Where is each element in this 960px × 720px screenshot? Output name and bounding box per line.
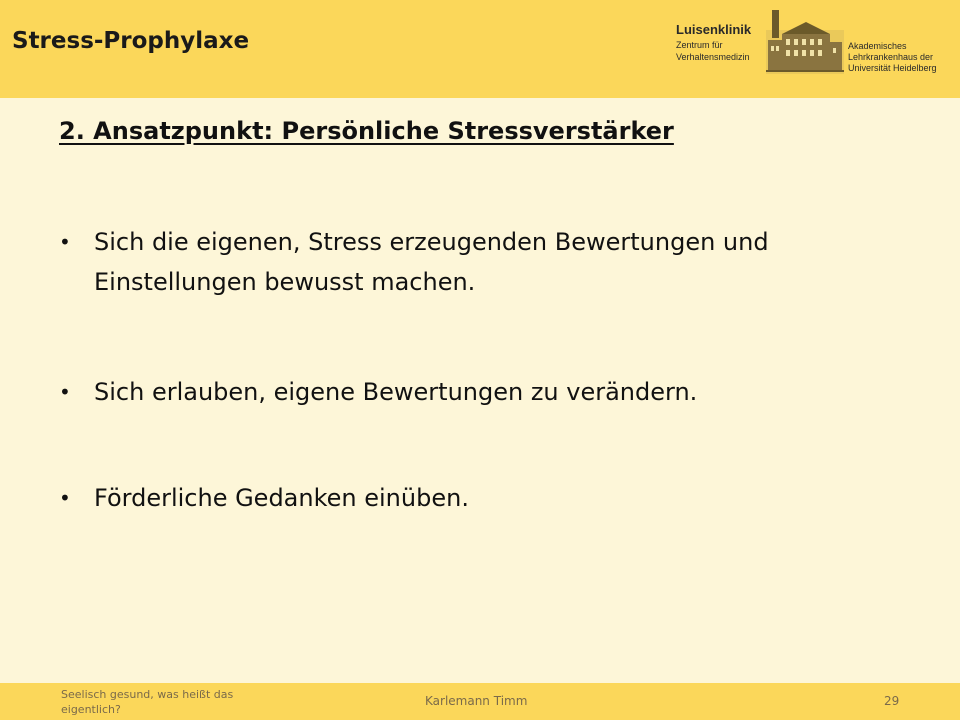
bullet-item — [59, 222, 899, 302]
bullet-text: Förderliche Gedanken einüben. — [94, 484, 469, 512]
logo-right-line-3: Universität Heidelberg — [848, 63, 937, 73]
logo-sub-line-2: Verhaltensmedizin — [676, 52, 750, 62]
logo-affiliation — [848, 41, 937, 74]
footer-presentation-title: Seelisch gesund, was heißt das eigentlich? — [61, 688, 234, 716]
footer-bar — [0, 683, 960, 720]
logo-right-line-1: Akademisches — [848, 41, 907, 51]
header-bar — [0, 0, 960, 98]
bullet-text: Sich die eigenen, Stress erzeugenden Bewertungen und Einstellungen bewusst machen. — [94, 228, 769, 296]
bullet-item — [59, 478, 899, 518]
building-icon — [766, 10, 844, 74]
page-number: 29 — [884, 694, 900, 708]
bullet-dot-icon: • — [59, 230, 71, 254]
logo-brand: Luisenklinik — [676, 22, 752, 37]
bullet-text: Sich erlauben, eigene Bewertungen zu verändern. — [94, 378, 698, 406]
bullet-item — [59, 372, 899, 412]
logo-brand-block — [676, 24, 751, 63]
slide-header-title: Stress-Prophylaxe — [12, 28, 250, 54]
clinic-logo — [676, 10, 951, 76]
footer-author: Karlemann Timm — [425, 694, 528, 708]
slide-subtitle: 2. Ansatzpunkt: Persönliche Stressverstärker — [59, 117, 674, 145]
logo-sub-line-1: Zentrum für — [676, 40, 723, 50]
logo-right-line-2: Lehrkrankenhaus der — [848, 52, 934, 62]
bullet-dot-icon: • — [59, 380, 71, 404]
bullet-dot-icon: • — [59, 486, 71, 510]
